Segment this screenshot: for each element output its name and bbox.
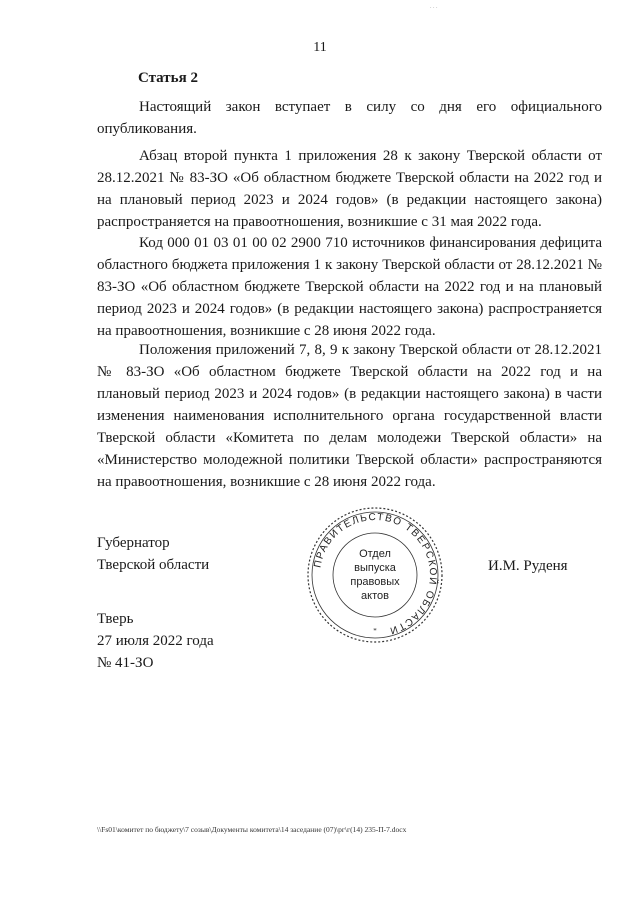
stamp-ring-text: ПРАВИТЕЛЬСТВО ТВЕРСКОЙ ОБЛАСТИ [312,511,439,637]
stamp-inner-line1: Отдел [359,548,391,560]
city: Тверь [97,611,134,627]
law-number: № 41-ЗО [97,655,154,671]
stamp-inner-text [340,547,410,603]
stamp-inner-line2: выпуска [354,562,396,574]
footer-file-path: \\Fs01\комитет по бюджету\7 созыв\Документы комитета\14 заседание (07)\рг\г(14) 235-П-7.docx [97,825,407,834]
top-scan-marks: . . . [430,4,438,10]
article-title: Статья 2 [138,70,198,86]
article-paragraph-1: Настоящий закон вступает в силу со дня его официального опубликования. [97,99,602,137]
article-paragraph-4: Положения приложений 7, 8, 9 к закону Тверской области от 28.12.2021 № 83-ЗО «Об областном бюджете Тверской области на 2022 год и на плановый период 2023 и 2024 годов» (в редакции настоящего закона) в части изменения наименования исполнительного органа государственной власти Тверской области «Комитета по делам молодежи Тверской области» на «Министерство молодежной политики Тверской области» распространяются на правоотношения, возникшие с 28 июня 2022 года. [97,342,602,490]
signatory-position-line1: Губернатор [97,535,170,551]
page-number: 11 [313,40,327,55]
stamp-inner-line4: актов [361,590,389,602]
svg-text:*: * [373,627,377,635]
signatory-name: И.М. Руденя [488,558,568,574]
signatory-position [97,532,209,576]
article-paragraph-2: Абзац второй пункта 1 приложения 28 к закону Тверской области от 28.12.2021 № 83-ЗО «Об областном бюджете Тверской области на 2022 год и на плановый период 2023 и 2024 годов» (в редакции настоящего закона) распространяется на правоотношения, возникшие с 31 мая 2022 года. [97,148,602,230]
signatory-position-line2: Тверской области [97,557,210,573]
stamp-inner-line3: правовых [350,576,400,588]
article-paragraph-3: Код 000 01 03 01 00 02 2900 710 источников финансирования дефицита областного бюджета приложения 1 к закону Тверской области от 28.12.2021 № 83-ЗО «Об областном бюджете Тверской области на 2022 год и на плановый период 2023 и 2024 годов» (в редакции настоящего закона) распространяется на правоотношения, возникшие с 28 июня 2022 года. [97,235,602,339]
place-date-block [97,608,214,674]
official-stamp [305,505,445,645]
law-date: 27 июля 2022 года [97,633,214,649]
